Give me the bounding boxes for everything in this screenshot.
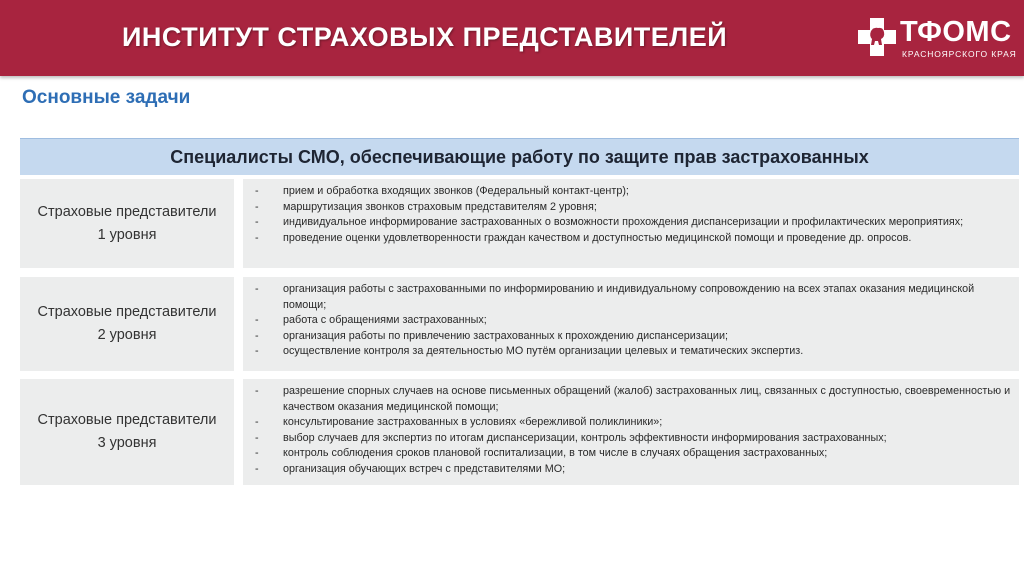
section-subtitle: Основные задачи [22, 87, 191, 108]
tfoms-logo [858, 16, 1018, 64]
list-item: - проведение оценки удовлетворенности граждан качеством и доступностью медицинской помощи и проведение др. опросов. [255, 231, 912, 244]
level-3-label [20, 379, 234, 485]
level-2-tasks [243, 277, 1019, 371]
list-item: - организация работы с застрахованными по информированию и индивидуальному сопровождению на всех этапах оказания медицинской помощи; [255, 283, 975, 311]
level-2-label [20, 277, 234, 371]
list-item: - организация работы по привлечению застрахованных к прохождению диспансеризации; [255, 329, 728, 342]
table-header: Специалисты СМО, обеспечивающие работу по защите прав застрахованных [20, 138, 1019, 175]
level-3-tasks [243, 379, 1019, 485]
level-2-label-line2: 2 уровня [97, 327, 157, 343]
list-item: - работа с обращениями застрахованных; [255, 314, 487, 327]
level-3-label-line2: 3 уровня [97, 435, 157, 451]
level-2-label-line1: Страховые представители [37, 304, 217, 320]
level-1-label-line1: Страховые представители [37, 203, 217, 220]
level-3-label-line1: Страховые представители [37, 412, 217, 428]
slide-title: ИНСТИТУТ СТРАХОВЫХ ПРЕДСТАВИТЕЛЕЙ [122, 22, 728, 52]
header-bar [0, 0, 1024, 76]
list-item: - выбор случаев для экспертиз по итогам диспансеризации, контроль эффективности информирования застрахованных; [255, 431, 887, 444]
level-1-label-line2: 1 уровня [97, 226, 157, 243]
level-1-label [20, 179, 234, 268]
list-item: - прием и обработка входящих звонков (Федеральный контакт-центр); [255, 185, 629, 197]
logo-title: ТФОМС [900, 16, 1012, 48]
logo-subtitle: КРАСНОЯРСКОГО КРАЯ [902, 49, 1017, 59]
list-item: - осуществление контроля за деятельностью МО путём организации целевых и тематических экспертиз. [255, 345, 804, 358]
list-item: - консультирование застрахованных в условиях «бережливой поликлиники»; [255, 416, 663, 429]
red-cross-with-bear-icon [858, 18, 896, 56]
list-item: - организация обучающих встреч с представителями МО; [255, 462, 566, 475]
level-1-tasks [243, 179, 1019, 268]
list-item: - маршрутизация звонков страховым представителям 2 уровня; [255, 200, 597, 213]
list-item: - контроль соблюдения сроков плановой госпитализации, в том числе в случаях обращения застрахованных; [255, 447, 828, 460]
list-item: - разрешение спорных случаев на основе письменных обращений (жалоб) застрахованных лиц, связанных с доступностью, своевременностью и качеством оказания медицинской помощи; [255, 385, 1011, 413]
list-item: - индивидуальное информирование застрахованных о возможности прохождения диспансеризации и профилактических мероприятиях; [255, 216, 964, 229]
